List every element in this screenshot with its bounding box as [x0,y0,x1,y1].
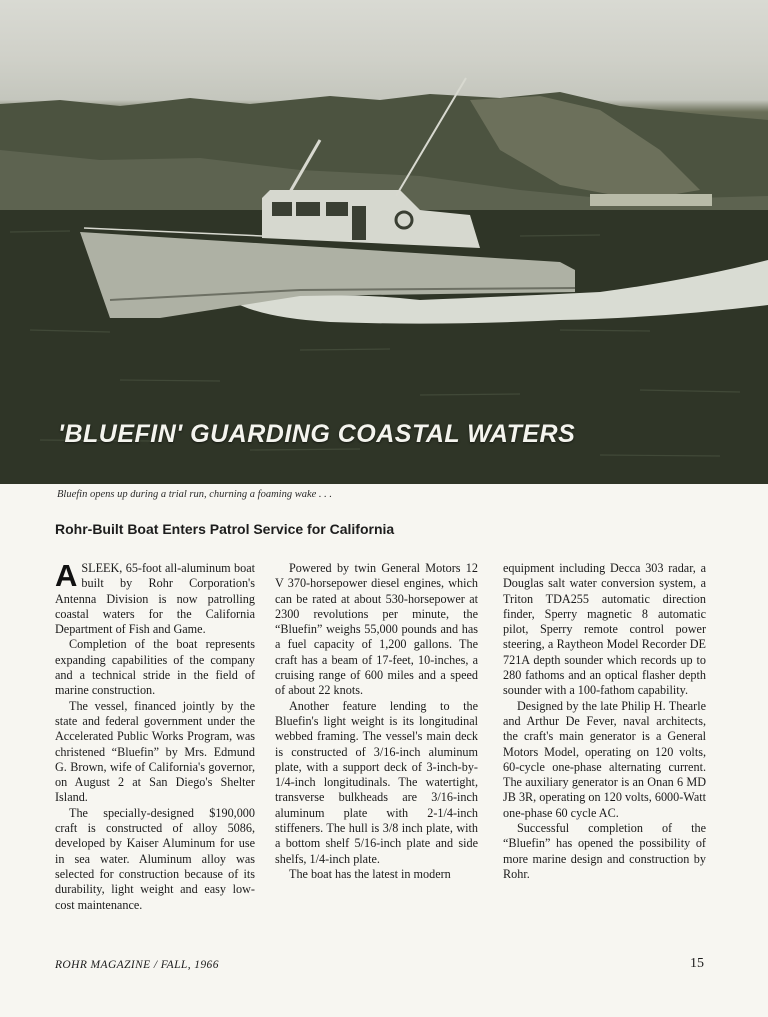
paragraph: Successful completion of the “Bluefin” has opened the possibility of more marine design and construction by Rohr. [503,821,706,881]
publication-footer: ROHR MAGAZINE / FALL, 1966 [55,959,219,971]
shore-building [590,194,712,206]
article-column-3 [503,561,706,882]
paragraph: The boat has the latest in modern [289,866,451,881]
boat-photo-drawing [0,0,768,484]
paragraph: Designed by the late Philip H. Thearle and Arthur De Fever, naval architects, the craft's main generator is a General Motors Model, operating on 120 volts, 60-cycle one-phase alternating current. The auxiliary generator is an Onan 6 MD JB 3R, operating on 120 volts, 6000-Watt one-phase 60 cycle AC. [503,698,706,820]
drop-cap: A [55,558,78,593]
article-column-1 [55,558,255,913]
paragraph: Another feature lending to the Bluefin's light weight is its longitudinal webbed framing. The vessel's main deck is constructed of 3/16-inch aluminum plate, with a support deck of 3-inch-by-1/4-inch longitudinals. The watertight, transverse bulkheads are 3/16-inch aluminum plate with 2-1/4-inch stiffeners. The hull is 3/8 inch plate, with a bottom shelf 5/16-inch plate and side shelfs, 1/4-inch plate. [275,698,478,866]
paragraph [55,558,255,637]
photo-caption: Bluefin opens up during a trial run, churning a foaming wake . . . [57,489,333,500]
paragraph: Completion of the boat represents expanding capabilities of the company and a technical stride in the field of marine construction. [55,637,255,698]
paragraph: equipment including Decca 303 radar, a Douglas salt water conversion system, a Triton TDA255 automatic direction finder, Sperry magnetic 8 automatic pilot, Sperry remote control power steering, a Raytheon Model Recorder DE 721A depth sounder which records up to 280 fathoms and an optical flasher depth sounder with a 100-fathom capability. [503,561,706,698]
boat-photo [0,0,768,484]
article-subhead: Rohr-Built Boat Enters Patrol Service for California [55,521,395,537]
paragraph: The specially-designed $190,000 craft is constructed of alloy 5086, developed by Kaiser Aluminum for use in sea water. Aluminum alloy was selected for construction because of its durability, light weight and easy low-cost maintenance. [55,805,255,912]
paragraph: The vessel, financed jointly by the state and federal government under the Accelerated Public Works Program, was christened “Bluefin” by Mrs. Edmund G. Brown, wife of California's governor, on August 2 at San Diego's Shelter Island. [55,698,255,805]
page-number: 15 [690,956,704,971]
paragraph: Powered by twin General Motors 12 V 370-horsepower diesel engines, which can be rated at about 530-horsepower at 2300 revolutions per minute, the “Bluefin” weighs 55,000 pounds and has a fuel capacity of 1,200 gallons. The craft has a beam of 17-feet, 10-inches, a cruising range of 600 miles and a speed of about 22 knots. [275,561,478,698]
paragraph-text: SLEEK, 65-foot all-aluminum boat built by Rohr Corporation's Antenna Division is now patrolling coastal waters for the California Department of Fish and Game. [55,561,255,637]
article-column-2 [275,561,478,882]
headline: 'BLUEFIN' GUARDING COASTAL WATERS [58,420,576,448]
